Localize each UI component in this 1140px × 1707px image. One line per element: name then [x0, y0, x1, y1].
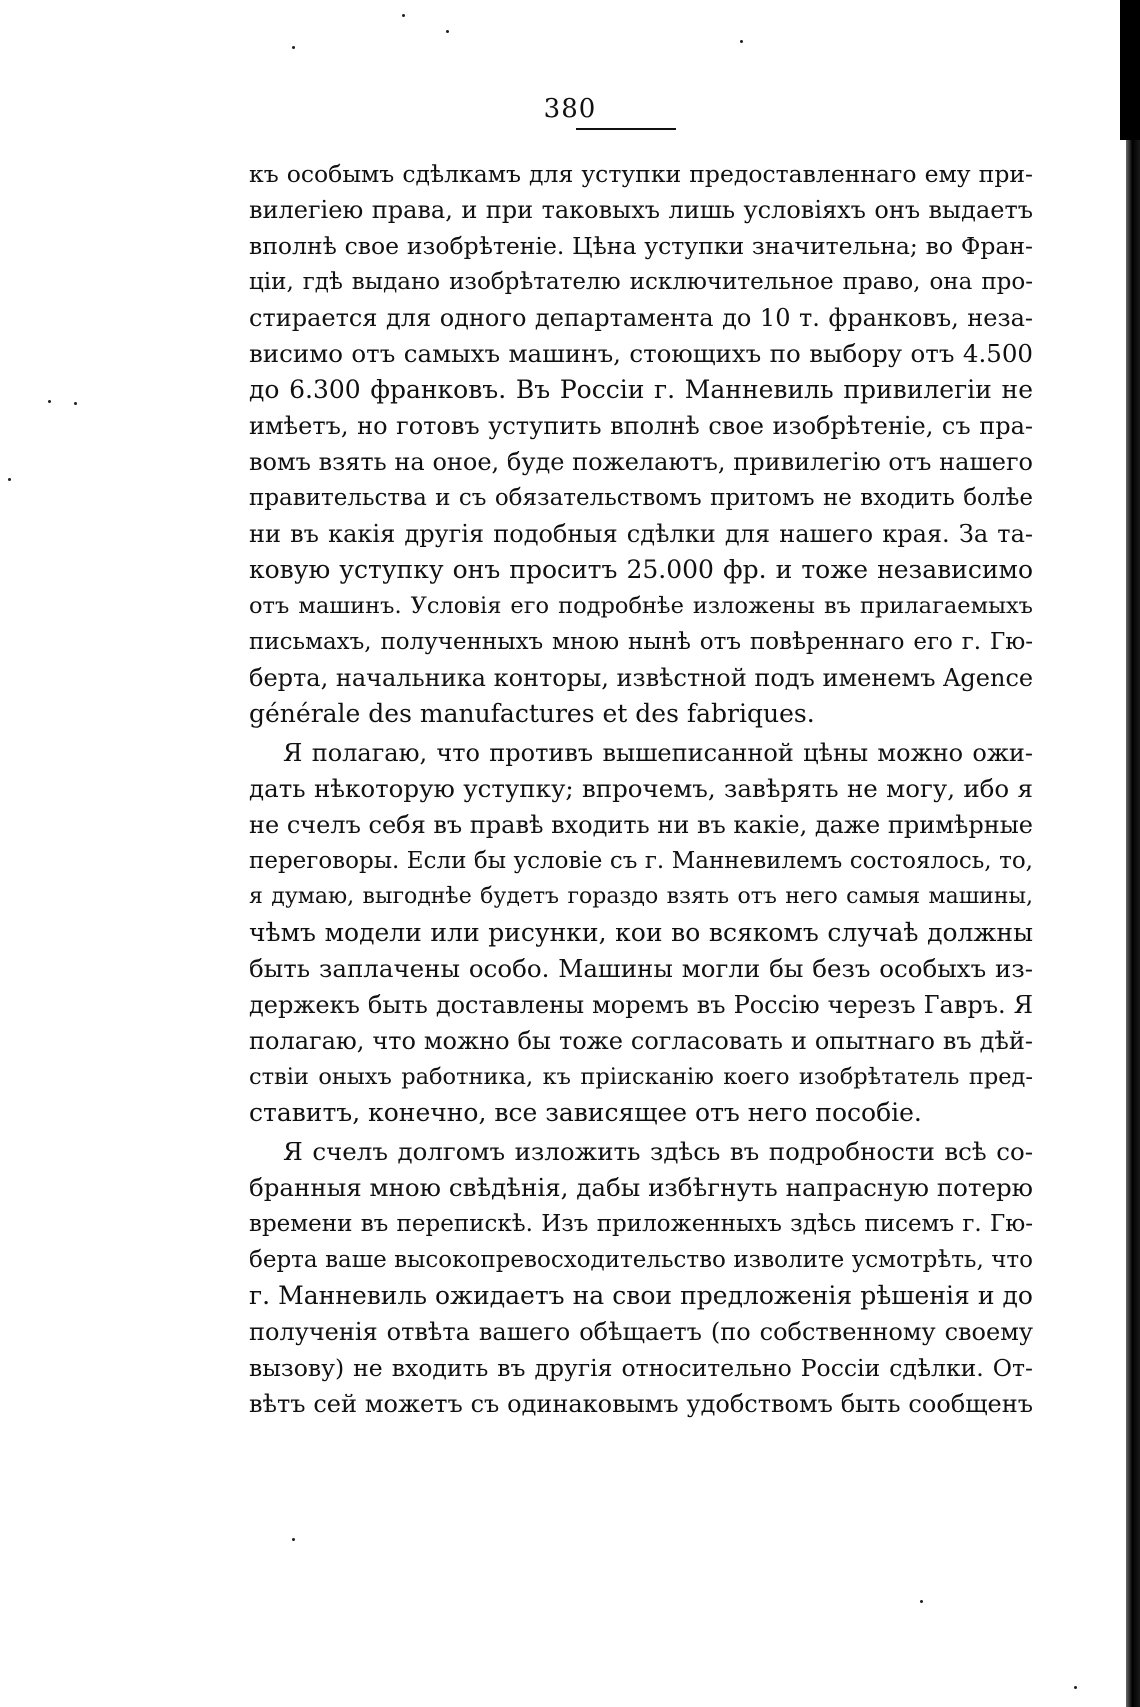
- text-line: переговоры. Если бы условіе съ г. Манневилемъ состоялось, то,: [249, 848, 1033, 874]
- text-line: письмахъ, полученныхъ мною нынѣ отъ повѣреннаго его г. Гю-: [249, 629, 1033, 655]
- text-line: вомъ взять на оное, буде пожелаютъ, привилегію отъ нашего: [249, 448, 1033, 476]
- text-line: стирается для одного департамента до 10 т. франковъ, неза-: [249, 304, 1033, 332]
- text-line: полагаю, что можно бы тоже согласовать и опытнаго въ дѣй-: [249, 1027, 1033, 1055]
- scan-speck: [74, 402, 77, 405]
- text-line: générale des manufactures et des fabriques.: [249, 699, 815, 728]
- text-line: ствіи оныхъ работника, къ пріисканію коего изобрѣтатель пред-: [249, 1064, 1033, 1090]
- text-line: висимо отъ самыхъ машинъ, стоющихъ по выбору отъ 4.500: [249, 339, 1033, 368]
- page-number-rule: [576, 128, 676, 130]
- text-line: берта, начальника конторы, извѣстной подъ именемъ Agence: [249, 664, 1034, 692]
- paragraph-3: [249, 1134, 1033, 1422]
- text-line: я думаю, выгоднѣе будетъ гораздо взять отъ него самыя машины,: [249, 884, 1033, 909]
- text-line: ни въ какія другія подобныя сдѣлки для нашего края. За та-: [249, 520, 1033, 548]
- scan-speck: [920, 1600, 923, 1603]
- text-line: вилегіею права, и при таковыхъ лишь условіяхъ онъ выдаетъ: [249, 196, 1033, 224]
- text-line: ставитъ, конечно, все зависящее отъ него пособіе.: [249, 1098, 922, 1127]
- text-line: вѣтъ сей можетъ съ одинаковымъ удобствомъ быть сообщенъ: [249, 1390, 1033, 1418]
- text-line: времени въ перепискѣ. Изъ приложенныхъ здѣсь писемъ г. Гю-: [249, 1211, 1033, 1237]
- text-line: ковую уступку онъ проситъ 25.000 фр. и тоже независимо: [249, 555, 1033, 584]
- scan-speck: [740, 40, 743, 43]
- text-line: отъ машинъ. Условія его подробнѣе изложены въ прилагаемыхъ: [249, 593, 1033, 619]
- body-text: [249, 156, 1033, 1422]
- scan-speck: [292, 1538, 295, 1541]
- text-line: къ особымъ сдѣлкамъ для уступки предоставленнаго ему при-: [249, 160, 1033, 188]
- text-line: бранныя мною свѣдѣнія, дабы избѣгнуть напрасную потерю: [249, 1173, 1033, 1202]
- scan-speck: [402, 14, 405, 17]
- paragraph-1: [249, 156, 1033, 732]
- scan-speck: [446, 30, 449, 33]
- text-line: держекъ быть доставлены моремъ въ Россію черезъ Гавръ. Я: [249, 991, 1033, 1019]
- text-line: полученія отвѣта вашего обѣщаетъ (по собственному своему: [249, 1318, 1033, 1346]
- scan-speck: [48, 400, 51, 403]
- page-number: 380: [543, 94, 597, 124]
- text-line: быть заплачены особо. Машины могли бы безъ особыхъ из-: [249, 954, 1033, 983]
- book-binding-edge: [1126, 0, 1140, 1707]
- text-line: Я полагаю, что противъ вышеписанной цѣны можно ожи-: [283, 739, 1033, 767]
- text-line: г. Манневиль ожидаетъ на свои предложенія рѣшенія и до: [249, 1281, 1033, 1310]
- text-line: Я счелъ долгомъ изложить здѣсь въ подробности всѣ со-: [283, 1137, 1033, 1166]
- scan-speck: [1074, 1686, 1077, 1689]
- text-line: дать нѣкоторую уступку; впрочемъ, завѣрять не могу, ибо я: [249, 774, 1033, 803]
- text-line: ціи, гдѣ выдано изобрѣтателю исключительное право, она про-: [249, 269, 1033, 295]
- text-line: не счелъ себя въ правѣ входить ни въ какіе, даже примѣрные: [249, 811, 1033, 839]
- text-line: чѣмъ модели или рисунки, кои во всякомъ случаѣ должны: [249, 918, 1033, 947]
- text-line: правительства и съ обязательствомъ притомъ не входить болѣе: [249, 485, 1033, 511]
- paragraph-2: [249, 735, 1033, 1131]
- scan-speck: [8, 478, 11, 481]
- scan-speck: [292, 46, 295, 49]
- text-line: до 6.300 франковъ. Въ Россіи г. Манневиль привилегіи не: [249, 375, 1033, 404]
- text-line: имѣетъ, но готовъ уступить вполнѣ свое изобрѣтеніе, съ пра-: [249, 412, 1033, 440]
- text-line: берта ваше высокопревосходительство изволите усмотрѣть, что: [249, 1247, 1033, 1273]
- text-line: вполнѣ свое изобрѣтеніе. Цѣна уступки значительна; во Фран-: [249, 232, 1033, 260]
- text-line: вызову) не входить въ другія относительно Россіи сдѣлки. От-: [249, 1354, 1033, 1382]
